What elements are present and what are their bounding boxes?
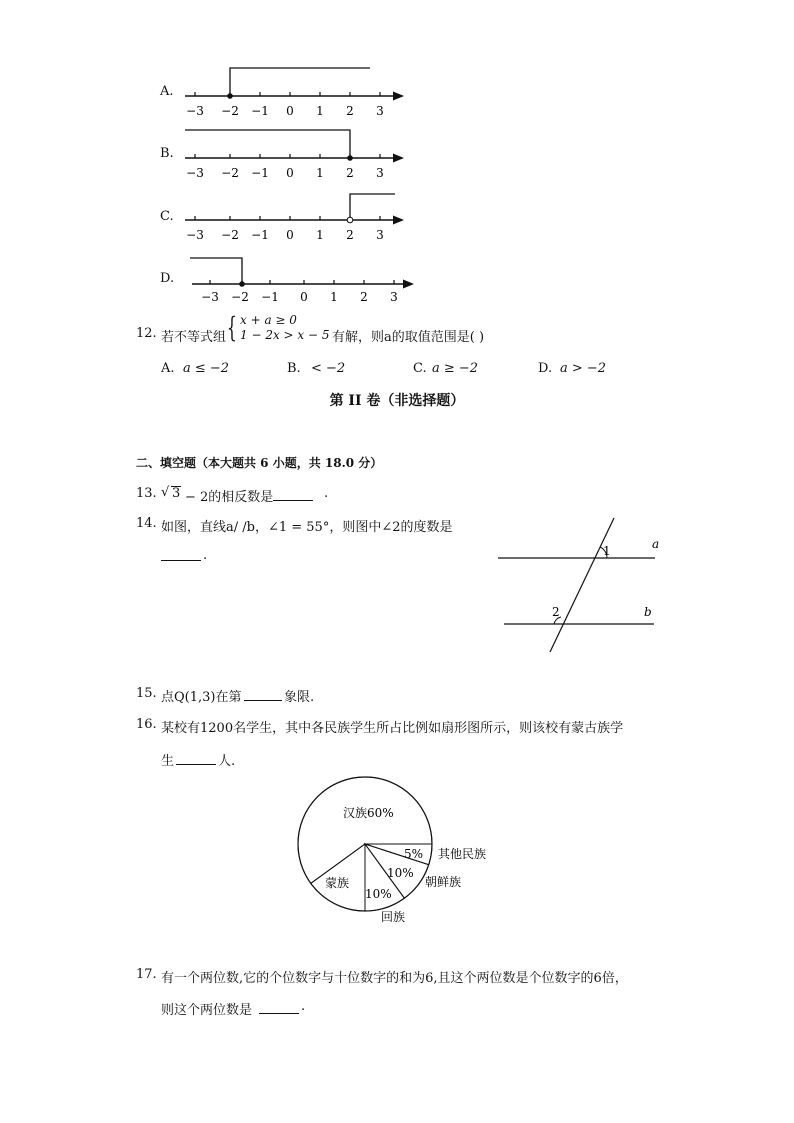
question-text: − 2的相反数是 — [185, 490, 274, 505]
question-end: . — [324, 486, 329, 501]
tick-label: 3 — [376, 104, 384, 118]
question-number: 13. — [136, 486, 157, 501]
option-letter: D. — [160, 271, 175, 286]
choice-letter: A. — [161, 361, 175, 376]
number-line-d — [180, 250, 420, 308]
question-text: 有一个两位数,它的个位数字与十位数字的和为6,且这个两位数是个位数字的6倍， — [161, 971, 628, 986]
pie-chart — [280, 770, 520, 930]
question-text: 生 — [161, 754, 175, 769]
tick-label: 2 — [360, 290, 368, 304]
tick-label: 0 — [286, 104, 294, 118]
axis-arrow — [393, 92, 404, 101]
sqrt-sign: √ — [161, 485, 170, 500]
tick-label: 0 — [300, 290, 308, 304]
part-header: 二、填空题（本大题共 6 小题，共 18.0 分） — [136, 456, 383, 470]
parallel-lines-figure — [490, 510, 670, 660]
choice-text: < −2 — [311, 361, 346, 376]
transversal — [550, 518, 614, 652]
angle-1-label: 1 — [603, 544, 611, 558]
tick-label: −2 — [221, 104, 239, 118]
question-text: 则这个两位数是 — [161, 1003, 253, 1018]
slice-label-korean: 10% — [387, 866, 414, 880]
sqrt-argument: 3 — [172, 486, 181, 501]
tick-label: 1 — [316, 166, 324, 180]
tick-label: −3 — [201, 290, 219, 304]
choice-text: a ≥ −2 — [432, 361, 479, 376]
section-title: 第 II 卷（非选择题） — [329, 393, 465, 409]
brace: { — [227, 311, 237, 344]
option-letter: B. — [160, 146, 174, 161]
tick-label: −2 — [221, 166, 239, 180]
tick-label: 1 — [330, 290, 338, 304]
tick-label: 3 — [376, 228, 384, 242]
tick-label: −1 — [251, 166, 269, 180]
angle-2-label: 2 — [552, 605, 560, 619]
solution-ray — [350, 194, 395, 220]
question-text: 如图，直线a/ /b，∠1 = 55°，则图中∠2的度数是 — [161, 520, 453, 535]
tick-label: 1 — [316, 104, 324, 118]
question-end: . — [203, 548, 208, 563]
tick-label: −3 — [186, 228, 204, 242]
tick-label: 2 — [346, 166, 354, 180]
tick-label: 3 — [376, 166, 384, 180]
question-text: 某校有1200名学生，其中各民族学生所占比例如扇形图所示，则该校有蒙古族学 — [161, 721, 624, 736]
axis-arrow — [393, 216, 404, 225]
outer-label-hui: 回族 — [381, 910, 406, 924]
solution-ray — [190, 258, 242, 284]
endpoint-dot — [239, 281, 245, 287]
question-text: 若不等式组 — [161, 330, 227, 345]
tick-label: 0 — [286, 166, 294, 180]
slice-label-han: 汉族60% — [343, 806, 394, 820]
question-number: 16. — [136, 717, 157, 732]
tick-label: −1 — [251, 104, 269, 118]
solution-ray — [185, 130, 350, 158]
tick-label: 2 — [346, 228, 354, 242]
tick-label: 0 — [286, 228, 294, 242]
tick-label: −2 — [221, 228, 239, 242]
option-letter: C. — [160, 209, 174, 224]
tick-label: −1 — [251, 228, 269, 242]
outer-label-other: 其他民族 — [438, 847, 487, 861]
question-text-post: 人. — [218, 754, 236, 769]
choice-letter: C. — [413, 361, 427, 376]
choice-text: a ≤ −2 — [183, 361, 230, 376]
tick-label: 3 — [390, 290, 398, 304]
inequality-line-2: 1 − 2x > x − 5 — [240, 328, 330, 342]
question-text-post: 象限. — [284, 690, 315, 705]
answer-blank[interactable] — [244, 688, 282, 701]
solution-ray — [230, 68, 370, 96]
slice-label-mongol: 蒙族 — [325, 876, 350, 890]
choice-text: a > −2 — [560, 361, 607, 376]
question-text-post: 有解，则a的取值范围是( ) — [332, 330, 485, 345]
line-b-label: b — [644, 605, 652, 619]
tick-label: 1 — [316, 228, 324, 242]
question-text: 点Q(1,3)在第 — [161, 690, 242, 705]
endpoint-dot — [347, 155, 353, 161]
slice-label-other: 5% — [404, 847, 424, 861]
outer-label-korean: 朝鲜族 — [425, 875, 462, 889]
inequality-line-1: x + a ≥ 0 — [240, 313, 297, 327]
answer-blank[interactable] — [259, 1001, 299, 1014]
axis-arrow — [393, 154, 404, 163]
tick-label: −3 — [186, 104, 204, 118]
slice-label-hui: 10% — [365, 887, 392, 901]
answer-blank[interactable] — [273, 488, 313, 501]
tick-label: −1 — [261, 290, 279, 304]
number-line-a — [180, 62, 410, 120]
answer-blank[interactable] — [176, 752, 216, 765]
tick-label: −2 — [231, 290, 249, 304]
question-end: . — [301, 999, 306, 1014]
choice-letter: D. — [538, 361, 553, 376]
question-number: 14. — [136, 516, 157, 531]
tick-label: 2 — [346, 104, 354, 118]
endpoint-circle — [347, 217, 353, 223]
question-number: 12. — [136, 326, 157, 341]
answer-blank[interactable] — [161, 548, 201, 561]
number-line-c — [180, 186, 410, 244]
question-number: 15. — [136, 686, 157, 701]
choice-letter: B. — [287, 361, 301, 376]
option-letter: A. — [160, 84, 174, 99]
axis-arrow — [403, 280, 414, 289]
endpoint-dot — [227, 93, 233, 99]
tick-label: −3 — [186, 166, 204, 180]
question-number: 17. — [136, 967, 157, 982]
line-a-label: a — [652, 537, 660, 551]
number-line-b — [180, 124, 410, 182]
